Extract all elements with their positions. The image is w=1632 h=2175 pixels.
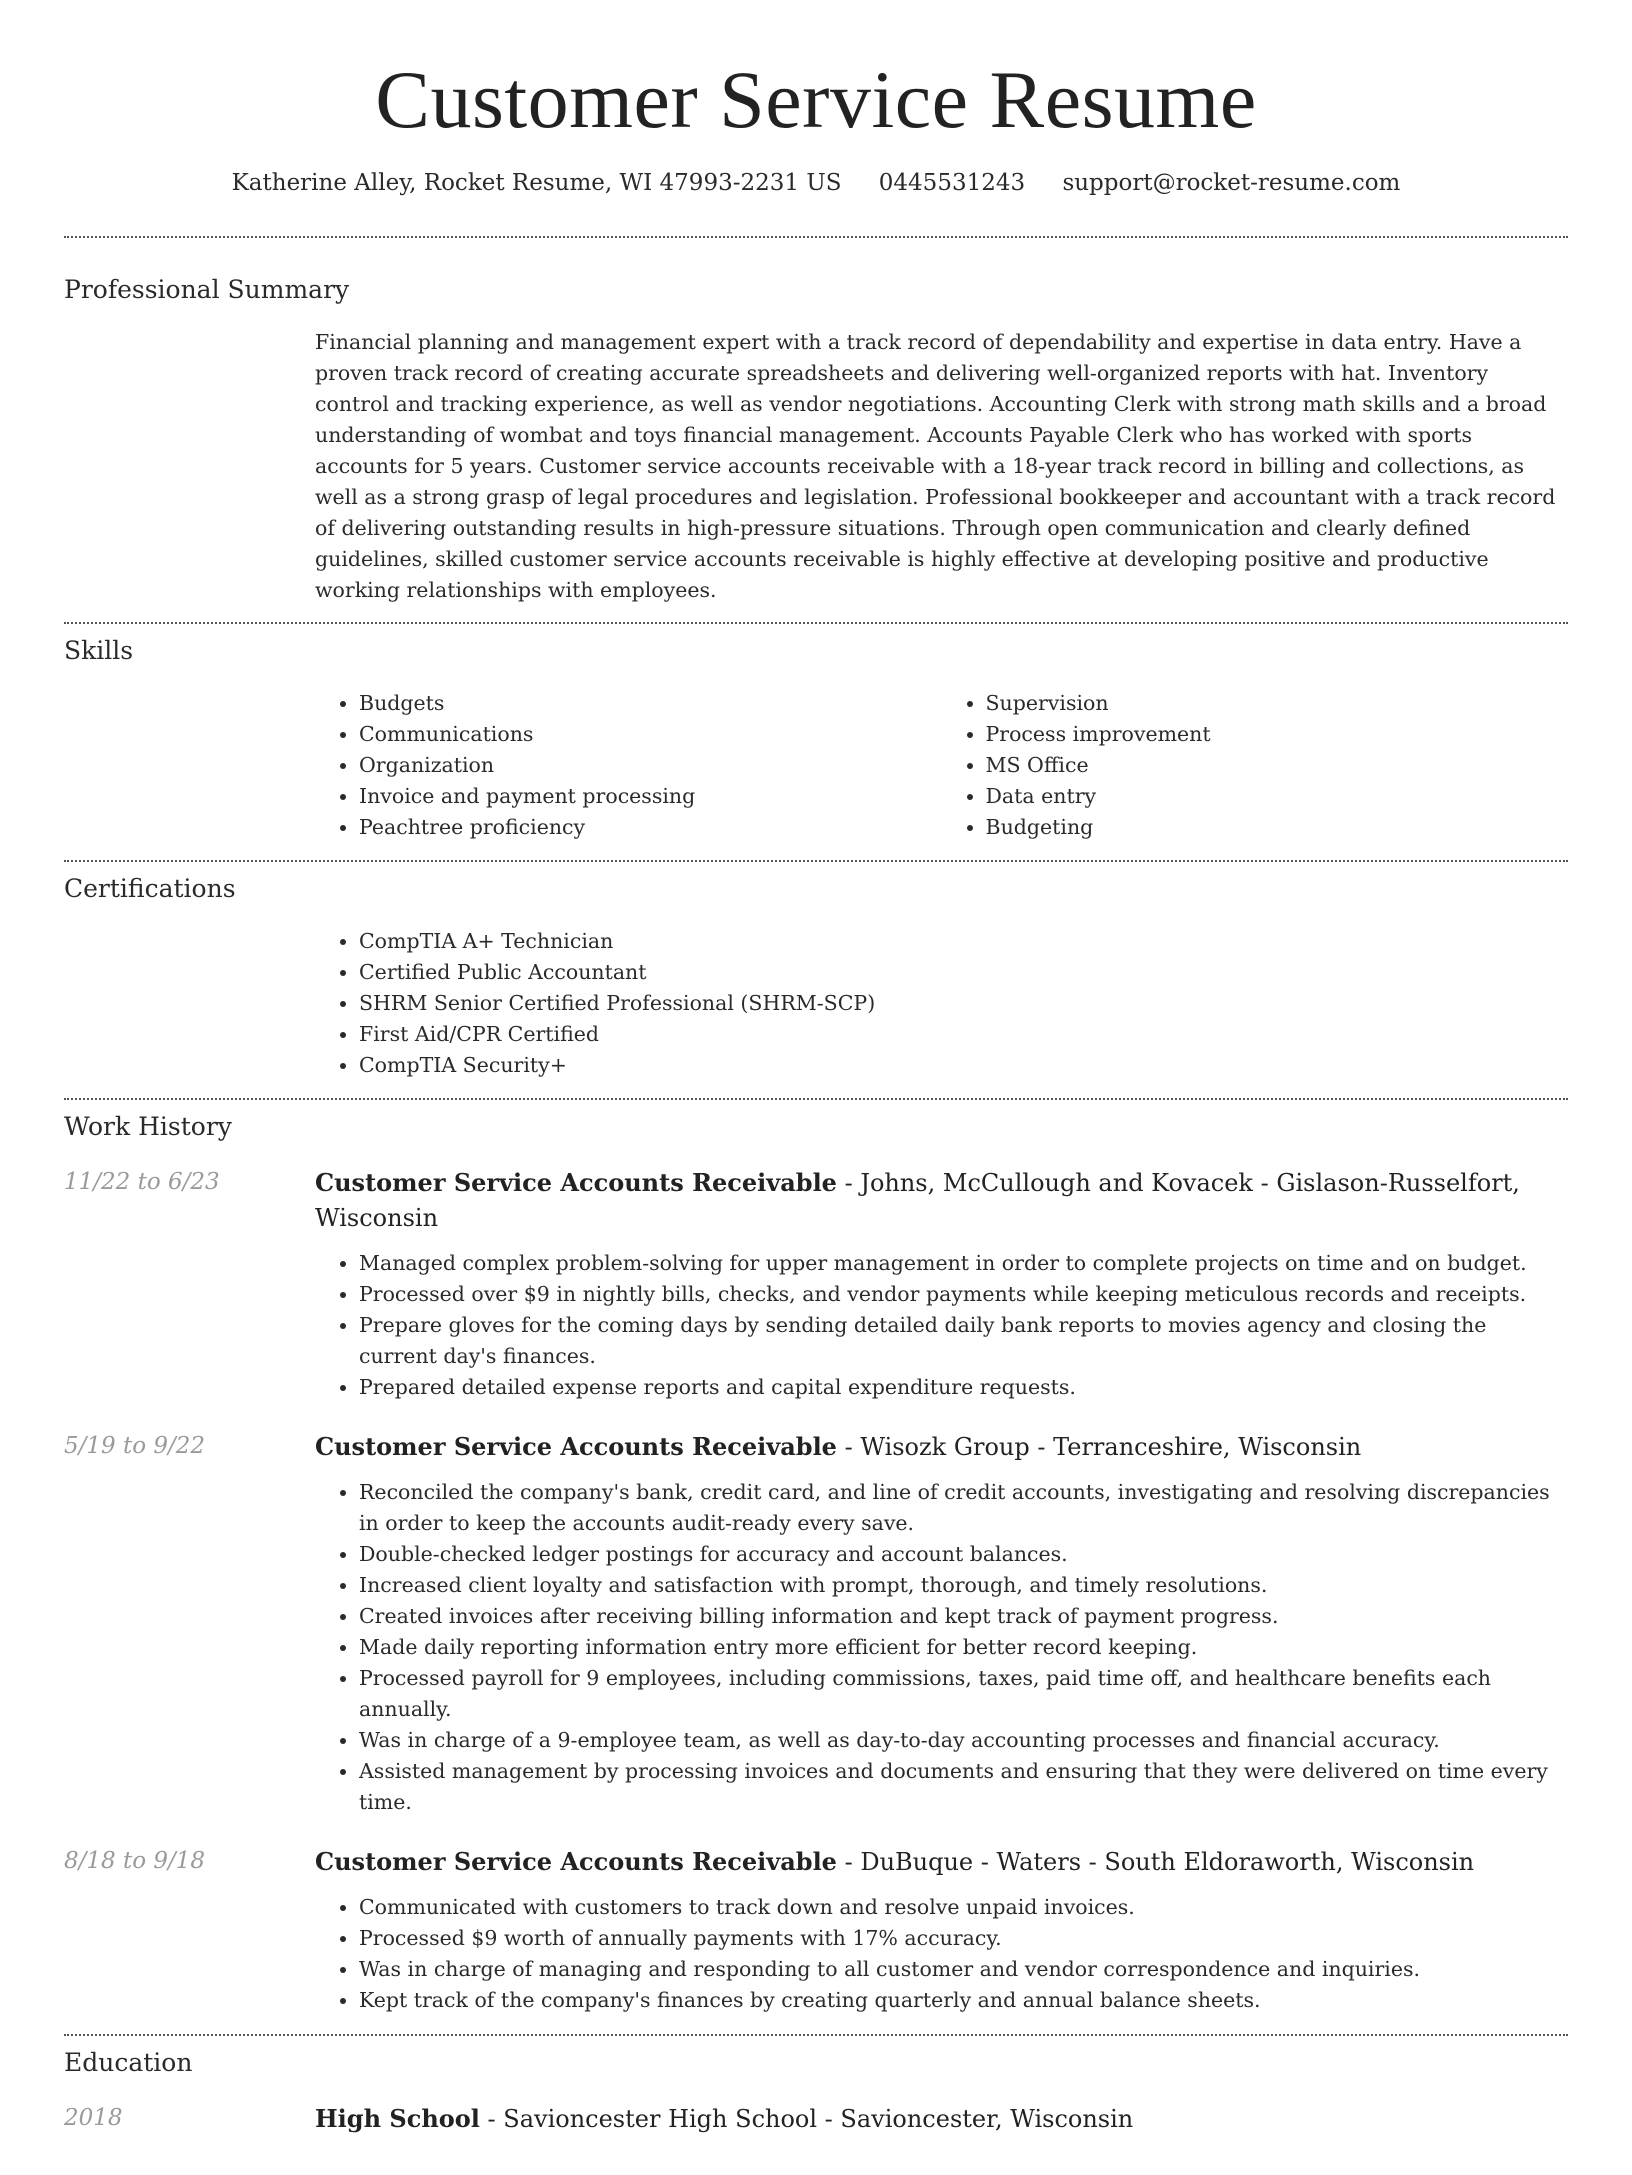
list-item: • Communications bbox=[359, 719, 942, 750]
section-title-education: Education bbox=[64, 2048, 193, 2077]
education-dates: 2018 bbox=[64, 2105, 123, 2131]
list-item: • Was in charge of managing and responding to all customer and vendor correspondence and inquiries. bbox=[359, 1954, 1568, 1985]
list-item: • Increased client loyalty and satisfaction with prompt, thorough, and timely resolutions. bbox=[359, 1570, 1568, 1601]
list-item: • Peachtree proficiency bbox=[359, 812, 942, 843]
list-item: • First Aid/CPR Certified bbox=[359, 1019, 1568, 1050]
list-item: • Budgeting bbox=[986, 812, 1569, 843]
list-item: • Assisted management by processing invoices and documents and ensuring that they were delivered on time every time. bbox=[359, 1756, 1568, 1818]
list-item: • Kept track of the company's finances by creating quarterly and annual balance sheets. bbox=[359, 1985, 1568, 2016]
job-heading bbox=[315, 1429, 1568, 1465]
list-item: • Was in charge of a 9-employee team, as well as day-to-day accounting processes and financial accuracy. bbox=[359, 1725, 1568, 1756]
list-item: • Processed $9 worth of annually payments with 17% accuracy. bbox=[359, 1923, 1568, 1954]
list-item: • Organization bbox=[359, 750, 942, 781]
summary-section bbox=[64, 238, 1568, 622]
contact-email: support@rocket-resume.com bbox=[1062, 170, 1401, 196]
education-degree: High School bbox=[315, 2104, 480, 2133]
list-item: • Supervision bbox=[986, 688, 1569, 719]
section-title-summary: Professional Summary bbox=[64, 275, 350, 304]
job-heading bbox=[315, 1844, 1568, 1880]
list-item: • CompTIA A+ Technician bbox=[359, 926, 1568, 957]
job-employer: - Johns, McCullough and Kovacek - Gislason-Russelfort, Wisconsin bbox=[315, 1169, 1520, 1232]
contact-line bbox=[64, 168, 1568, 198]
list-item: • Double-checked ledger postings for accuracy and account balances. bbox=[359, 1539, 1568, 1570]
list-item: • SHRM Senior Certified Professional (SHRM-SCP) bbox=[359, 988, 1568, 1019]
list-item: • Process improvement bbox=[986, 719, 1569, 750]
list-item: • Budgets bbox=[359, 688, 942, 719]
list-item: • Prepared detailed expense reports and capital expenditure requests. bbox=[359, 1372, 1568, 1403]
resume-page bbox=[64, 0, 1568, 2175]
job-dates: 5/19 to 9/22 bbox=[64, 1433, 206, 1459]
job-body bbox=[315, 1165, 1568, 1403]
job-entry bbox=[64, 1165, 1568, 1403]
job-heading bbox=[315, 1165, 1568, 1236]
skills-grid bbox=[315, 688, 1568, 860]
job-body bbox=[315, 1844, 1568, 2016]
list-item: • Created invoices after receiving billing information and kept track of payment progress. bbox=[359, 1601, 1568, 1632]
summary-text: Financial planning and management expert with a track record of dependability and expertise in data entry. Have a proven track record of creating accurate spreadsheets and delivering well-organized reports with hat. Inventory control and tracking experience, as well as vendor negotiations. Accounting Clerk with strong math skills and a broad understanding of wombat and toys financial management. Accounts Payable Clerk who has worked with sports accounts for 5 years. Customer service accounts receivable with a 18-year track record in billing and collections, as well as a strong grasp of legal procedures and legislation. Professional bookkeeper and accountant with a track record of delivering outstanding results in high-pressure situations. Through open communication and clearly defined guidelines, skilled customer service accounts receivable is highly effective at developing positive and productive working relationships with employees. bbox=[315, 330, 1556, 602]
contact-address: Katherine Alley, Rocket Resume, WI 47993-2231 US bbox=[231, 170, 842, 196]
list-item: • Data entry bbox=[986, 781, 1569, 812]
list-item: • Managed complex problem-solving for upper management in order to complete projects on time and on budget. bbox=[359, 1248, 1568, 1279]
job-bullets bbox=[315, 1477, 1568, 1818]
contact-phone: 0445531243 bbox=[878, 170, 1026, 196]
job-entry bbox=[64, 1429, 1568, 1818]
job-bullets bbox=[315, 1248, 1568, 1403]
section-title-skills: Skills bbox=[64, 636, 134, 665]
job-entry bbox=[64, 1844, 1568, 2016]
list-item: • CompTIA Security+ bbox=[359, 1050, 1568, 1081]
education-body bbox=[315, 2101, 1568, 2149]
skills-list-left bbox=[315, 688, 942, 843]
list-item: • Processed payroll for 9 employees, including commissions, taxes, paid time off, and healthcare benefits each annually. bbox=[359, 1663, 1568, 1725]
education-entry bbox=[64, 2101, 1568, 2149]
list-item: • Made daily reporting information entry more efficient for better record keeping. bbox=[359, 1632, 1568, 1663]
work-section bbox=[64, 1100, 1568, 2016]
list-item: • Invoice and payment processing bbox=[359, 781, 942, 812]
list-item: • MS Office bbox=[986, 750, 1569, 781]
list-item: • Certified Public Accountant bbox=[359, 957, 1568, 988]
job-dates: 11/22 to 6/23 bbox=[64, 1169, 220, 1195]
list-item: • Reconciled the company's bank, credit card, and line of credit accounts, investigating and resolving discrepancies in order to keep the accounts audit-ready every save. bbox=[359, 1477, 1568, 1539]
list-item: • Processed over $9 in nightly bills, checks, and vendor payments while keeping meticulous records and receipts. bbox=[359, 1279, 1568, 1310]
section-title-certifications: Certifications bbox=[64, 874, 236, 903]
list-item: • Communicated with customers to track down and resolve unpaid invoices. bbox=[359, 1892, 1568, 1923]
list-item: • Prepare gloves for the coming days by sending detailed daily bank reports to movies agency and closing the current day's finances. bbox=[359, 1310, 1568, 1372]
certifications-section bbox=[64, 862, 1568, 1098]
job-role: Customer Service Accounts Receivable bbox=[315, 1847, 837, 1876]
education-section bbox=[64, 2036, 1568, 2149]
job-dates: 8/18 to 9/18 bbox=[64, 1848, 206, 1874]
job-employer: - Wisozk Group - Terranceshire, Wisconsin bbox=[836, 1433, 1362, 1461]
education-school: - Savioncester High School - Savioncester, Wisconsin bbox=[479, 2105, 1134, 2133]
job-role: Customer Service Accounts Receivable bbox=[315, 1168, 837, 1197]
certifications-content bbox=[315, 926, 1568, 1098]
job-role: Customer Service Accounts Receivable bbox=[315, 1432, 837, 1461]
certifications-list bbox=[315, 926, 1568, 1081]
skills-list-right bbox=[942, 688, 1569, 843]
job-body bbox=[315, 1429, 1568, 1818]
skills-section bbox=[64, 624, 1568, 860]
job-bullets bbox=[315, 1892, 1568, 2016]
job-employer: - DuBuque - Waters - South Eldoraworth, Wisconsin bbox=[836, 1848, 1475, 1876]
resume-title: Customer Service Resume bbox=[375, 54, 1257, 145]
section-title-work: Work History bbox=[64, 1112, 232, 1141]
education-heading bbox=[315, 2101, 1568, 2137]
